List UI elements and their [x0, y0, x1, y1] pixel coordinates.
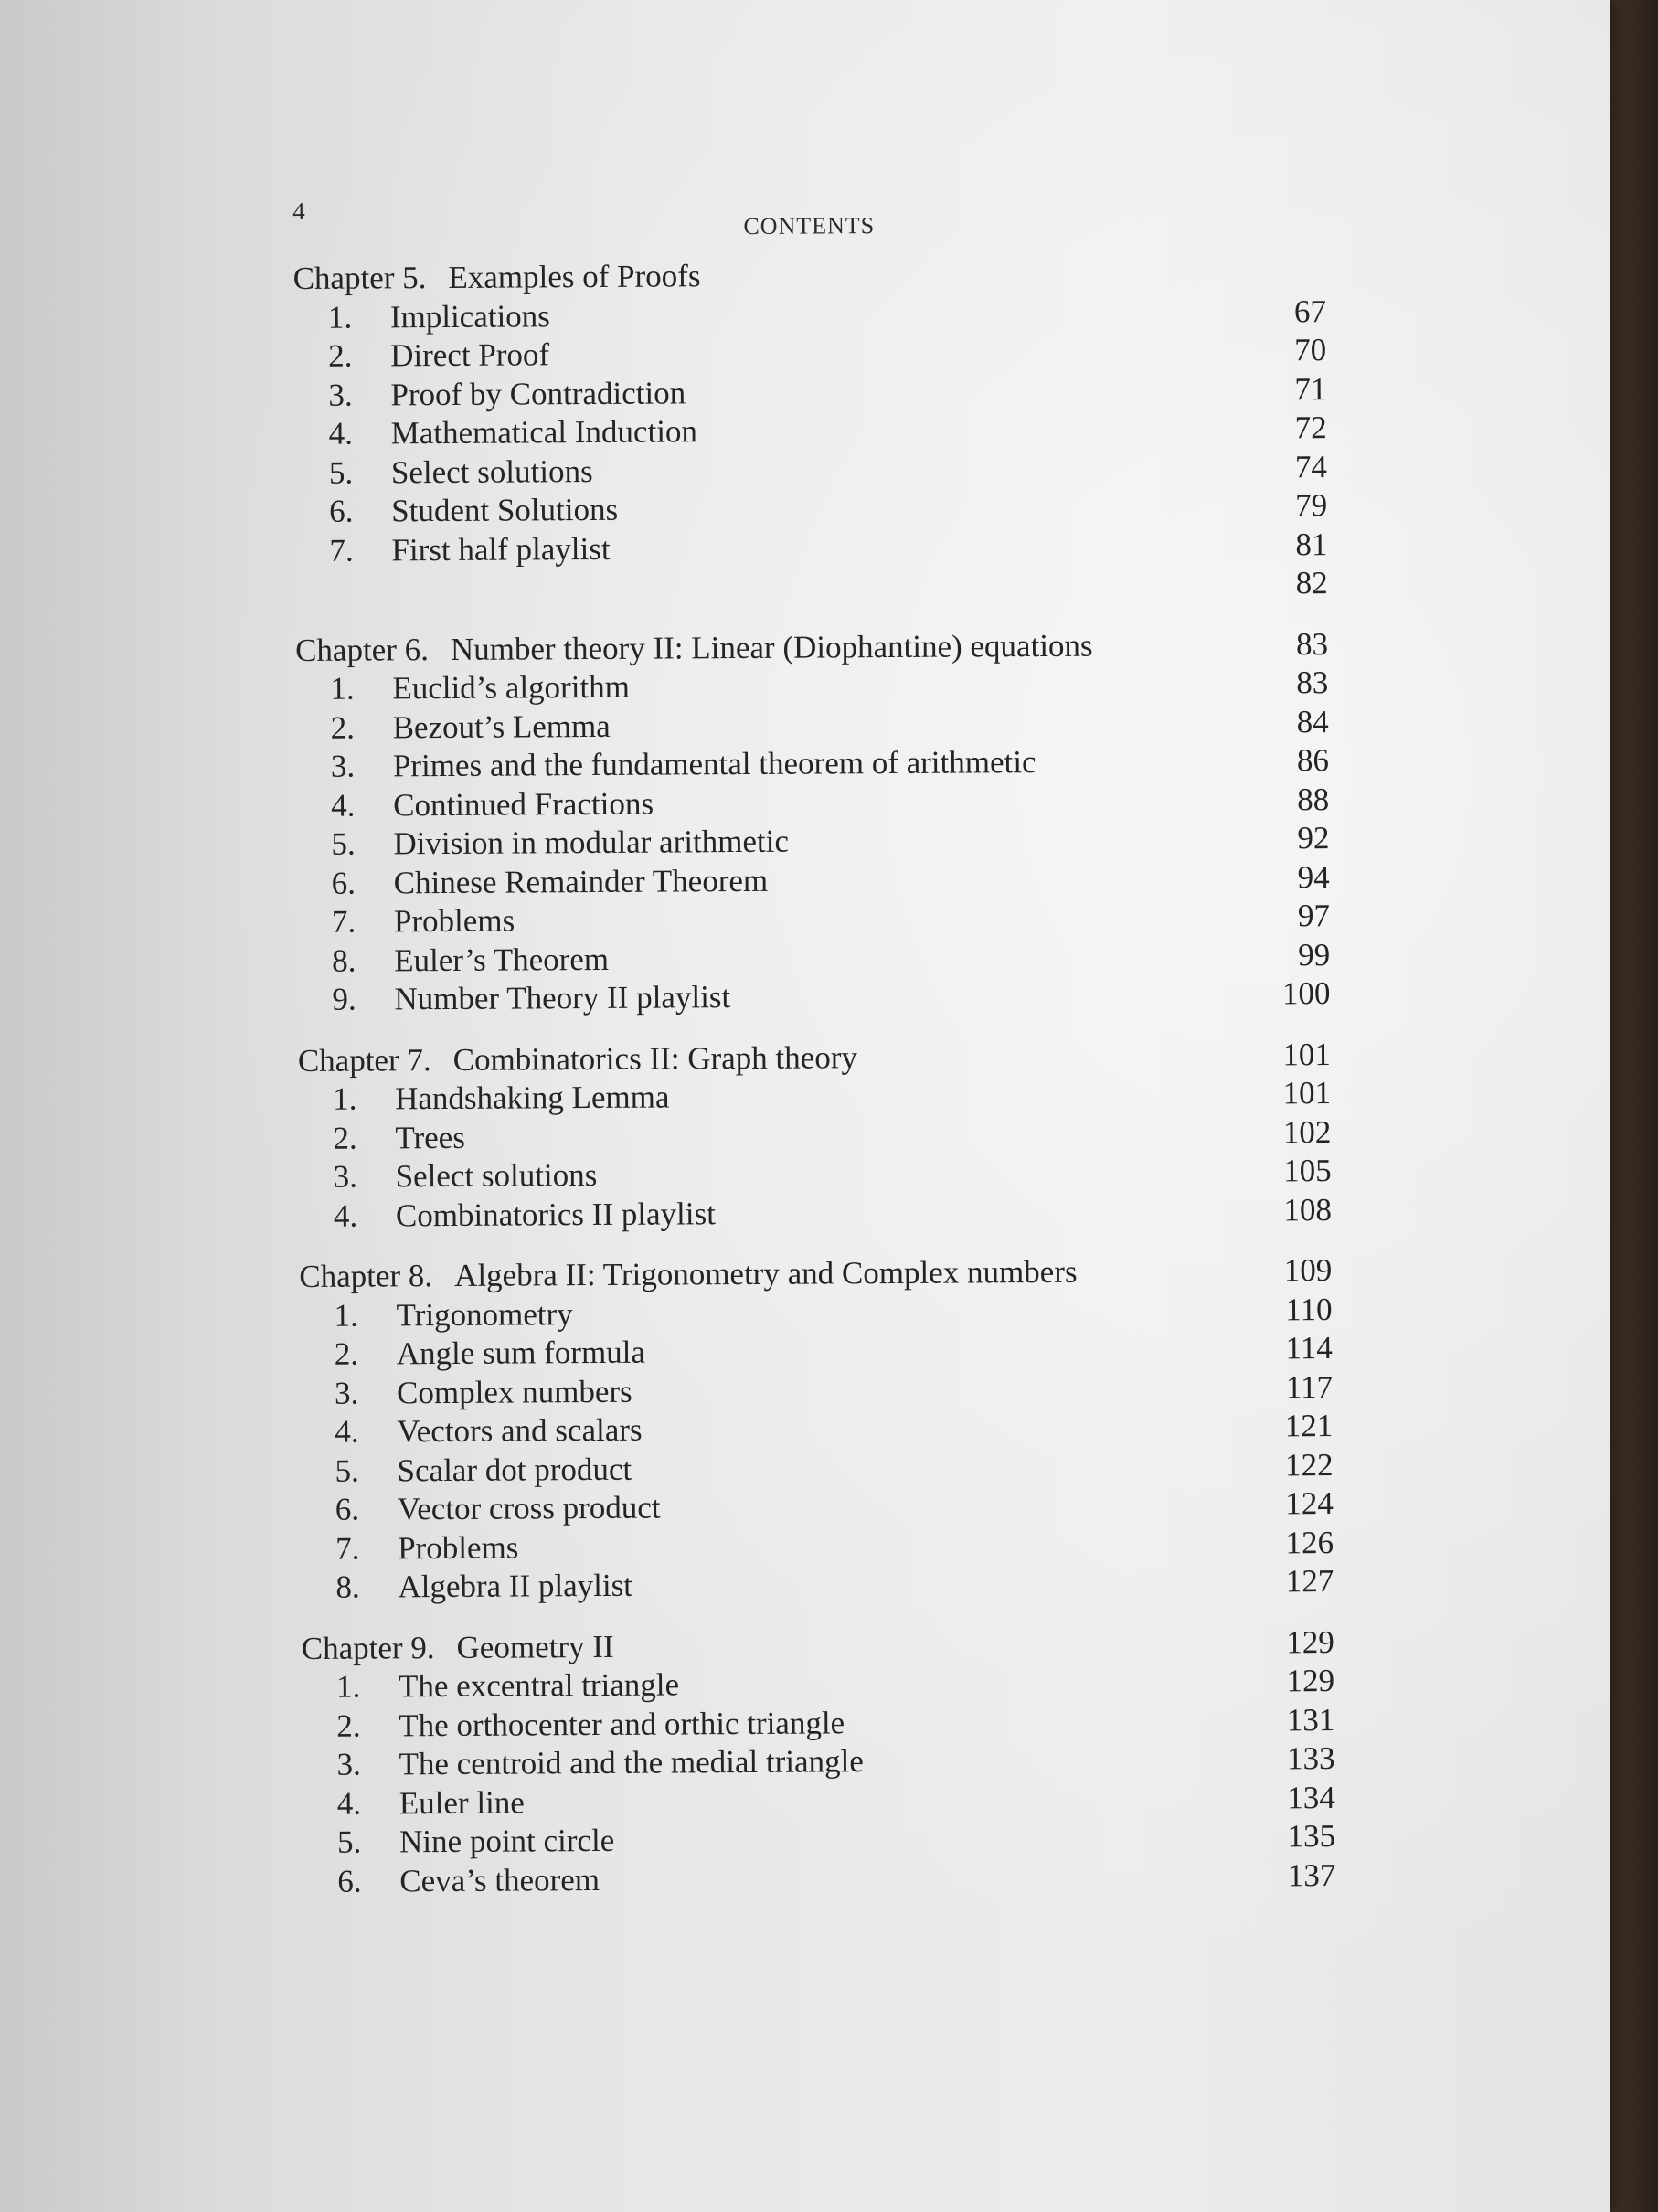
section-page-number: 134	[1287, 1779, 1335, 1815]
chapter-title: Geometry II	[456, 1628, 614, 1665]
section-page-number: 135	[1287, 1818, 1336, 1855]
section-page-number: 84	[1296, 703, 1329, 739]
section-number: 2.	[333, 1120, 357, 1156]
section-title: Chinese Remainder Theorem	[393, 862, 769, 900]
section-number: 1.	[327, 299, 353, 335]
chapter-block	[302, 1623, 1336, 1901]
section-page-number: 121	[1284, 1408, 1334, 1444]
section-number: 3.	[328, 377, 353, 413]
section-number: 6.	[335, 1491, 360, 1527]
chapter-label: Chapter 8.	[299, 1258, 433, 1294]
section-entry[interactable]	[296, 819, 1329, 864]
section-entry[interactable]	[301, 1562, 1334, 1607]
section-title: Euclid’s algorithm	[392, 668, 631, 707]
section-title: Continued Fractions	[393, 785, 654, 823]
section-page-number: 108	[1283, 1191, 1333, 1228]
section-entry[interactable]	[296, 781, 1329, 825]
section-entry[interactable]	[297, 858, 1330, 903]
section-page-number: 97	[1297, 898, 1331, 934]
section-title: Student Solutions	[391, 491, 619, 529]
section-title: Angle sum formula	[396, 1334, 646, 1372]
section-entry[interactable]	[296, 741, 1329, 786]
section-page-number: 102	[1282, 1113, 1332, 1150]
chapter-heading[interactable]	[295, 625, 1328, 670]
section-number: 1.	[330, 670, 355, 707]
section-title: The centroid and the medial triangle	[399, 1743, 864, 1782]
section-number: 4.	[336, 1785, 362, 1822]
section-entry[interactable]	[300, 1446, 1333, 1491]
table-of-contents	[293, 253, 1336, 1923]
section-entry[interactable]	[298, 1074, 1331, 1119]
section-entry[interactable]	[299, 1291, 1332, 1335]
section-title: Implications	[389, 297, 550, 335]
section-number: 7.	[329, 532, 354, 569]
section-entry[interactable]	[303, 1817, 1335, 1862]
section-page-number: 124	[1285, 1485, 1334, 1522]
section-title: Primes and the fundamental theorem of arithmetic	[392, 744, 1036, 784]
section-number: 6.	[331, 865, 356, 901]
chapter-page-number: 109	[1283, 1252, 1333, 1289]
section-entry[interactable]	[295, 664, 1328, 708]
section-entry[interactable]	[299, 1152, 1332, 1196]
section-page-number: 86	[1296, 742, 1329, 779]
section-number: 4.	[328, 415, 354, 452]
chapter-block	[295, 625, 1331, 1020]
section-page-number: 127	[1285, 1563, 1334, 1600]
section-page-number: 67	[1293, 292, 1326, 329]
section-number: 4.	[333, 1197, 358, 1234]
section-title: Proof by Contradiction	[390, 374, 686, 412]
section-number: 3.	[333, 1158, 358, 1195]
section-number: 7.	[331, 903, 356, 940]
section-number: 2.	[336, 1707, 361, 1744]
section-page-number: 81	[1295, 526, 1328, 562]
section-page-number: 122	[1284, 1446, 1334, 1483]
section-entry[interactable]	[298, 1113, 1331, 1158]
section-number: 5.	[335, 1452, 359, 1489]
chapter-heading[interactable]	[299, 1251, 1332, 1296]
section-title: Combinatorics II playlist	[395, 1195, 716, 1233]
section-page-number: 105	[1283, 1153, 1332, 1189]
section-title: Trigonometry	[396, 1295, 573, 1333]
section-number: 1.	[334, 1297, 358, 1334]
section-page-number: 137	[1287, 1856, 1336, 1893]
section-number: 7.	[335, 1530, 360, 1567]
section-number: 2.	[328, 337, 353, 374]
section-page-number: 72	[1294, 409, 1327, 446]
section-title: Scalar dot product	[397, 1451, 632, 1488]
section-number: 1.	[333, 1080, 357, 1117]
page-number: 4	[292, 197, 305, 225]
section-title: Number Theory II playlist	[394, 979, 731, 1017]
chapter-heading[interactable]	[298, 1036, 1331, 1080]
chapter-page-number	[1244, 282, 1326, 283]
section-entry[interactable]	[301, 1524, 1334, 1569]
section-title: First half playlist	[391, 530, 611, 568]
section-entry[interactable]	[294, 448, 1327, 493]
section-page-number: 110	[1285, 1291, 1333, 1327]
section-entry[interactable]	[302, 1662, 1334, 1707]
section-entry[interactable]	[303, 1779, 1335, 1824]
section-page-number: 71	[1294, 370, 1327, 407]
section-number: 9.	[332, 981, 356, 1017]
section-number: 5.	[331, 825, 356, 862]
section-number: 3.	[336, 1746, 361, 1782]
section-entry[interactable]	[302, 1739, 1334, 1784]
section-title: Euler line	[399, 1783, 525, 1821]
chapter-block	[298, 1036, 1332, 1236]
chapter-title: Algebra II: Trigonometry and Complex numbers	[453, 1253, 1078, 1293]
section-title: Bezout’s Lemma	[392, 707, 611, 745]
section-page-number: 92	[1297, 820, 1330, 856]
running-head: CONTENTS	[743, 212, 876, 239]
section-entry[interactable]	[297, 936, 1330, 981]
trailing-page-row	[295, 564, 1328, 609]
section-entry[interactable]	[297, 974, 1330, 1019]
section-entry[interactable]	[293, 370, 1326, 415]
chapter-label: Chapter 7.	[297, 1041, 431, 1079]
chapter-page-number: 83	[1295, 625, 1329, 662]
chapter-page-number: 129	[1286, 1623, 1334, 1660]
contents-page	[292, 176, 1336, 1899]
section-entry[interactable]	[301, 1484, 1334, 1529]
section-number: 1.	[335, 1668, 361, 1705]
trailing-page-number: 82	[1295, 565, 1328, 601]
section-page-number: 126	[1285, 1524, 1334, 1560]
section-page-number: 114	[1285, 1330, 1333, 1367]
section-title: Vectors and scalars	[397, 1411, 643, 1450]
section-number: 3.	[330, 748, 356, 784]
section-page-number: 94	[1297, 858, 1330, 895]
section-page-number: 99	[1298, 936, 1331, 973]
section-title: The excentral triangle	[398, 1666, 680, 1705]
section-title: Direct Proof	[390, 336, 550, 374]
section-page-number: 74	[1294, 448, 1328, 484]
section-entry[interactable]	[300, 1329, 1333, 1374]
chapter-label: Chapter 6.	[295, 631, 430, 668]
section-title: Problems	[393, 902, 515, 940]
section-page-number: 70	[1294, 332, 1327, 368]
section-page-number: 131	[1286, 1701, 1335, 1738]
chapter-title: Number theory II: Linear (Diophantine) equations	[450, 627, 1093, 667]
section-entry[interactable]	[300, 1368, 1333, 1413]
section-page-number: 100	[1281, 975, 1331, 1012]
chapter-heading[interactable]	[293, 253, 1326, 298]
section-page-number: 117	[1285, 1368, 1334, 1405]
section-title: Complex numbers	[396, 1373, 632, 1410]
section-entry[interactable]	[294, 409, 1327, 453]
section-number: 6.	[329, 493, 354, 529]
section-title: Nine point circle	[399, 1822, 615, 1860]
section-number: 6.	[337, 1863, 362, 1899]
section-title: Ceva’s theorem	[399, 1861, 600, 1898]
section-title: Trees	[395, 1119, 465, 1155]
section-entry[interactable]	[297, 897, 1330, 941]
section-title: Handshaking Lemma	[395, 1079, 670, 1117]
chapter-heading[interactable]	[302, 1623, 1334, 1668]
chapter-label: Chapter 9.	[301, 1629, 435, 1666]
section-entry[interactable]	[299, 1191, 1332, 1236]
section-title: The orthocenter and orthic triangle	[399, 1704, 845, 1743]
chapter-page-number: 101	[1282, 1036, 1331, 1072]
section-page-number: 129	[1286, 1663, 1335, 1699]
section-entry[interactable]	[293, 331, 1326, 376]
section-entry[interactable]	[294, 526, 1327, 570]
section-page-number: 83	[1296, 665, 1329, 701]
section-number: 8.	[332, 942, 356, 979]
section-entry[interactable]	[294, 486, 1327, 531]
section-number: 5.	[328, 454, 354, 491]
section-number: 4.	[331, 787, 356, 824]
section-page-number: 79	[1295, 487, 1328, 524]
section-page-number: 133	[1286, 1740, 1335, 1777]
section-number: 5.	[336, 1824, 362, 1860]
section-entry[interactable]	[300, 1407, 1333, 1452]
section-title: Select solutions	[390, 452, 593, 490]
section-title: Euler’s Theorem	[394, 941, 610, 978]
section-number: 8.	[335, 1569, 360, 1605]
section-title: Mathematical Induction	[390, 413, 698, 452]
chapter-label: Chapter 5.	[292, 260, 427, 296]
section-title: Vector cross product	[397, 1489, 661, 1527]
section-number: 2.	[330, 709, 356, 746]
section-number: 4.	[335, 1413, 359, 1450]
section-title: Problems	[398, 1529, 519, 1566]
chapter-title: Examples of Proofs	[448, 258, 701, 295]
section-entry[interactable]	[296, 703, 1329, 748]
section-entry[interactable]	[303, 1856, 1335, 1901]
section-number: 2.	[334, 1335, 359, 1372]
chapter-block	[299, 1251, 1334, 1607]
section-page-number: 101	[1282, 1075, 1332, 1111]
section-number: 3.	[334, 1375, 359, 1411]
section-title: Division in modular arithmetic	[393, 823, 790, 862]
section-title: Algebra II playlist	[398, 1567, 633, 1605]
chapter-title: Combinatorics II: Graph theory	[452, 1038, 858, 1078]
section-entry[interactable]	[302, 1701, 1334, 1746]
chapter-block	[293, 253, 1328, 609]
section-entry[interactable]	[293, 292, 1326, 337]
section-title: Select solutions	[395, 1156, 598, 1195]
section-page-number: 88	[1297, 781, 1330, 817]
